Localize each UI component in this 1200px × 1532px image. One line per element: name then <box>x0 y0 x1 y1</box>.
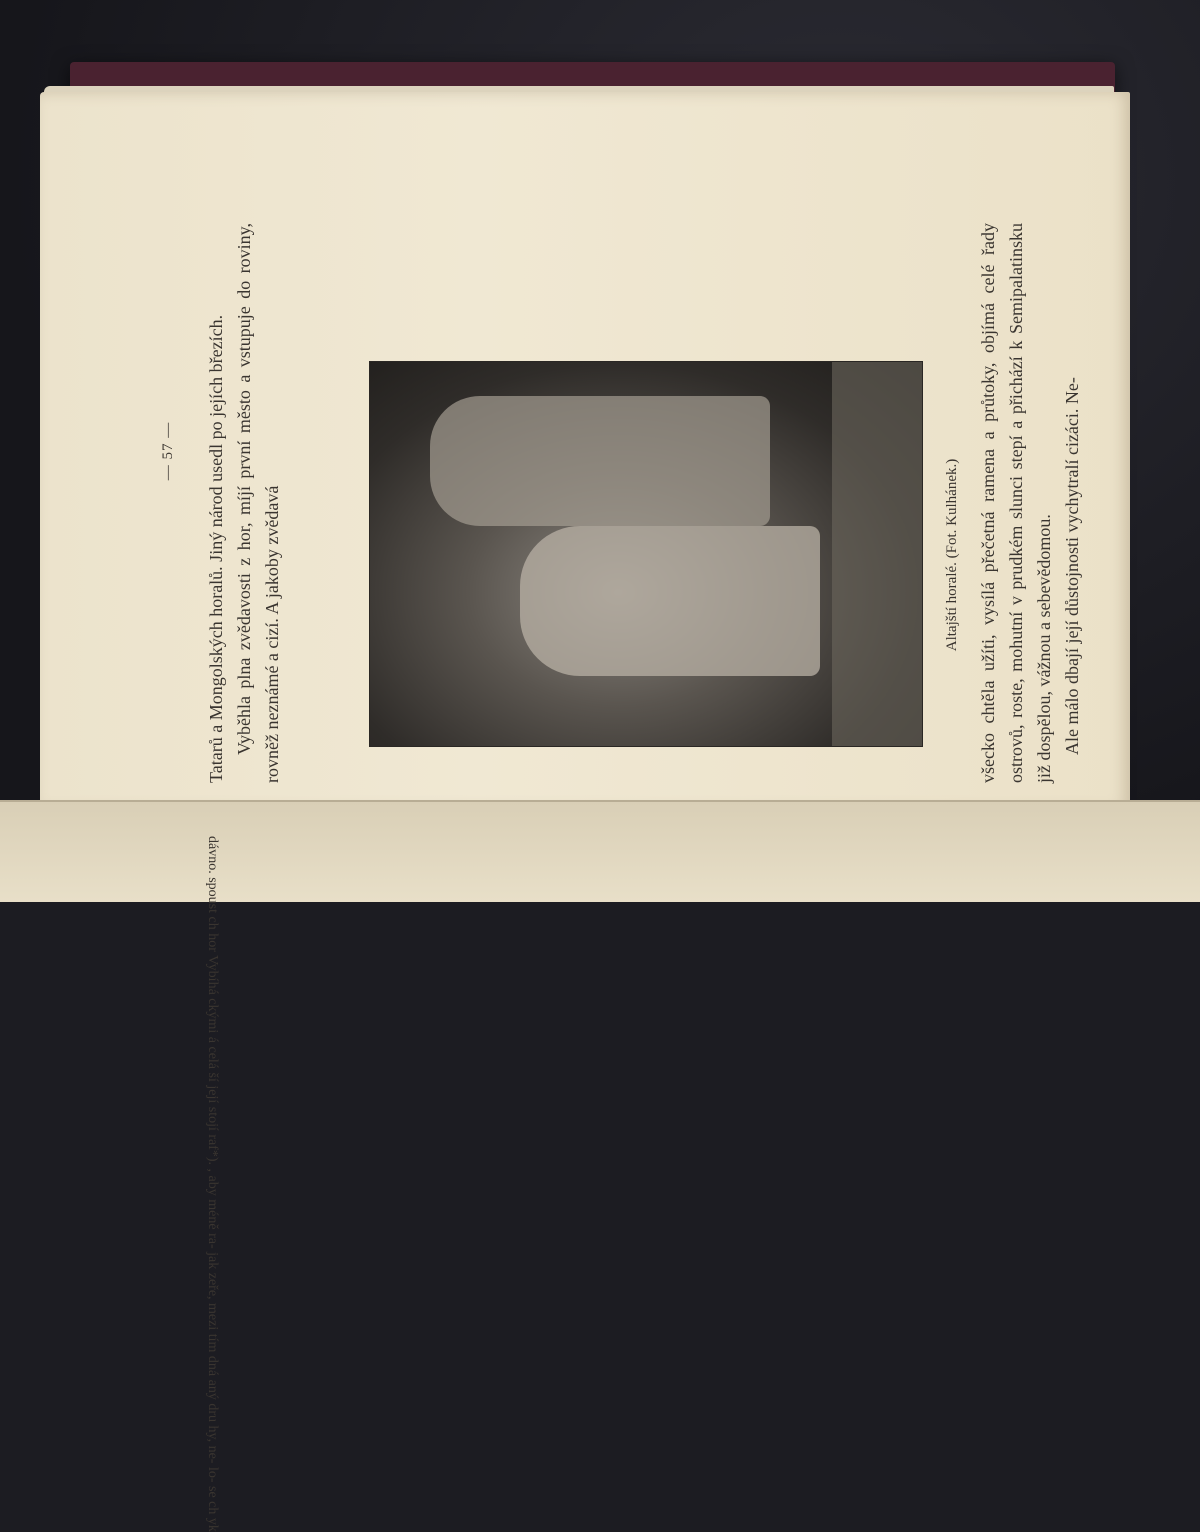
text-line: Vyběhla plna zvědavosti z hor, míjí první město a vstupuje do roviny, rovněž neznámé a cizí. A jakoby zvědavá <box>234 223 282 783</box>
photo-figure <box>430 396 770 526</box>
photo-caption: Altajští horalé. (Fot. Kulhánek.) <box>944 458 960 652</box>
page-content <box>86 91 1086 811</box>
photograph <box>369 361 923 747</box>
text-line: všecko chtěla užíti, vysílá přečetná ramena a průtoky, objímá celé řady ostrovů, roste, mohutní v prudkém slunci stepí a přichází k Semipalatinsku již dospělou, vážnou a sebevědomou. <box>978 223 1054 783</box>
text-line: Tatarů a Mongolských horalů. Jiný národ usedl po jejích březích. <box>206 314 226 783</box>
facing-page <box>0 800 1200 902</box>
top-paragraph <box>202 223 286 783</box>
photo-ground <box>832 362 922 746</box>
text-line: Ale málo dbají její důstojnosti vychytralí cizáci. Ne- <box>1062 377 1082 755</box>
page-number: — 57 — <box>160 421 176 481</box>
photo-figure <box>520 526 820 676</box>
bottom-paragraph <box>974 223 1086 783</box>
facing-page-text: dávno. spoust ch hor Vybíhá ckými á celá ší její stojí raf*). , aby méně ra- jak zeře, mezi tím dná aný dru hy, ne- lo- se ch yk <box>205 836 220 1532</box>
